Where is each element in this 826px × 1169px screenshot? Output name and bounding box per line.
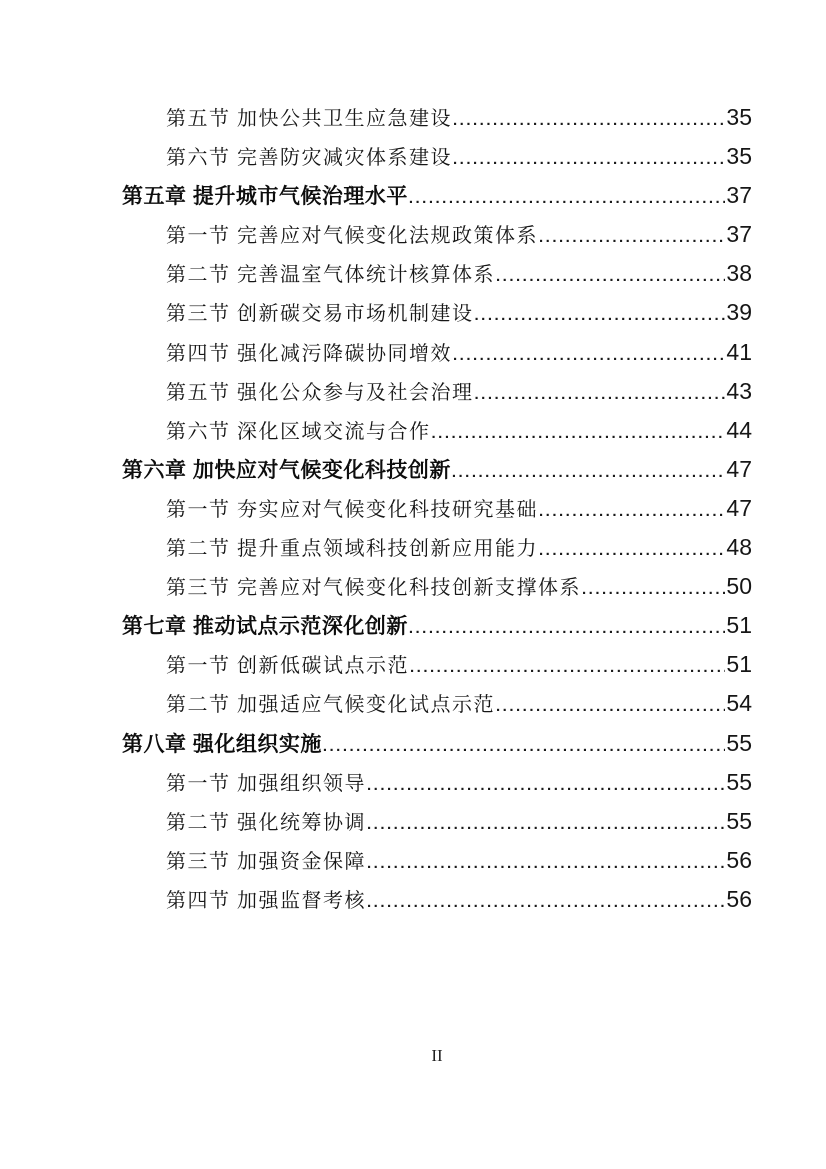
toc-entry-chapter <box>122 176 752 215</box>
toc-entry-label: 第三节 创新碳交易市场机制建设 <box>166 303 474 326</box>
toc-entry-label: 第一节 完善应对气候变化法规政策体系 <box>166 225 538 248</box>
dot-leader <box>475 375 726 414</box>
toc-entry-chapter <box>122 606 752 645</box>
toc-entry-page-number: 54 <box>726 690 752 717</box>
toc-entry-section <box>122 215 752 254</box>
toc-entry-page-number: 39 <box>726 299 752 326</box>
toc-entry-chapter <box>122 724 752 763</box>
toc-entry-section <box>122 98 752 137</box>
toc-entry-chapter <box>122 450 752 489</box>
toc-entry-label: 第二节 提升重点领域科技创新应用能力 <box>166 538 538 561</box>
dot-leader <box>432 414 726 453</box>
toc-entry-section <box>122 411 752 450</box>
toc-entry-section <box>122 137 752 176</box>
toc-entry-label: 第一节 加强组织领导 <box>166 772 366 795</box>
toc-entry-section <box>122 489 752 528</box>
toc-entry-page-number: 43 <box>726 377 752 404</box>
toc-entry-page-number: 38 <box>726 260 752 287</box>
toc-entry-label: 第六节 深化区域交流与合作 <box>166 420 431 443</box>
toc-entry-section <box>122 802 752 841</box>
dot-leader <box>452 453 726 492</box>
toc-entry-page-number: 55 <box>726 807 752 834</box>
table-of-contents <box>122 98 752 919</box>
toc-entry-page-number: 55 <box>726 768 752 795</box>
toc-entry-page-number: 55 <box>726 729 752 756</box>
toc-entry-page-number: 41 <box>726 338 752 365</box>
footer-page-number: II <box>431 1046 443 1065</box>
dot-leader <box>453 140 725 179</box>
toc-entry-label: 第六章 加快应对气候变化科技创新 <box>122 458 451 482</box>
dot-leader <box>367 844 725 883</box>
toc-entry-page-number: 35 <box>726 104 752 130</box>
toc-entry-label: 第二节 完善温室气体统计核算体系 <box>166 264 495 287</box>
toc-entry-page-number: 37 <box>726 221 752 248</box>
toc-entry-label: 第三节 加强资金保障 <box>166 850 366 873</box>
toc-entry-page-number: 37 <box>726 182 752 209</box>
toc-entry-label: 第一节 创新低碳试点示范 <box>166 655 409 678</box>
toc-entry-label: 第五节 加快公共卫生应急建设 <box>166 108 452 130</box>
toc-entry-section <box>122 372 752 411</box>
dot-leader <box>496 687 725 726</box>
dot-leader <box>496 257 725 296</box>
toc-entry-label: 第六节 完善防灾减灾体系建设 <box>166 147 452 170</box>
dot-leader <box>409 609 726 648</box>
dot-leader <box>323 727 726 766</box>
dot-leader <box>475 296 726 335</box>
toc-entry-section <box>122 567 752 606</box>
dot-leader <box>367 805 725 844</box>
toc-entry-section <box>122 684 752 723</box>
toc-entry-label: 第七章 推动试点示范深化创新 <box>122 615 408 639</box>
dot-leader <box>539 492 725 531</box>
toc-entry-page-number: 47 <box>726 494 752 521</box>
toc-entry-label: 第五节 强化公众参与及社会治理 <box>166 381 474 404</box>
toc-entry-page-number: 56 <box>726 846 752 873</box>
toc-entry-page-number: 35 <box>726 143 752 170</box>
toc-entry-label: 第二节 强化统筹协调 <box>166 811 366 834</box>
toc-entry-page-number: 50 <box>726 573 752 600</box>
toc-entry-section <box>122 880 752 919</box>
toc-entry-page-number: 48 <box>726 534 752 561</box>
toc-entry-section <box>122 841 752 880</box>
toc-entry-section <box>122 293 752 332</box>
toc-entry-page-number: 56 <box>726 885 752 912</box>
toc-entry-section <box>122 333 752 372</box>
dot-leader <box>453 336 725 375</box>
dot-leader <box>409 179 726 218</box>
toc-entry-page-number: 51 <box>726 651 752 678</box>
toc-entry-page-number: 51 <box>726 612 752 639</box>
toc-entry-section <box>122 645 752 684</box>
toc-entry-label: 第二节 加强适应气候变化试点示范 <box>166 694 495 717</box>
toc-entry-label: 第一节 夯实应对气候变化科技研究基础 <box>166 498 538 521</box>
toc-entry-label: 第三节 完善应对气候变化科技创新支撑体系 <box>166 577 581 600</box>
dot-leader <box>453 101 725 140</box>
toc-entry-label: 第四节 加强监督考核 <box>166 889 366 912</box>
dot-leader <box>410 648 725 687</box>
toc-entry-section <box>122 528 752 567</box>
dot-leader <box>539 218 725 257</box>
toc-entry-label: 第四节 强化减污降碳协同增效 <box>166 342 452 365</box>
toc-entry-section <box>122 763 752 802</box>
toc-entry-label: 第八章 强化组织实施 <box>122 732 322 756</box>
dot-leader <box>539 531 725 570</box>
dot-leader <box>367 766 725 805</box>
dot-leader <box>582 570 725 609</box>
toc-entry-page-number: 44 <box>726 416 752 443</box>
toc-entry-label: 第五章 提升城市气候治理水平 <box>122 185 408 209</box>
page-footer <box>122 1046 752 1066</box>
toc-entry-page-number: 47 <box>726 455 752 482</box>
toc-entry-section <box>122 254 752 293</box>
dot-leader <box>367 883 725 922</box>
